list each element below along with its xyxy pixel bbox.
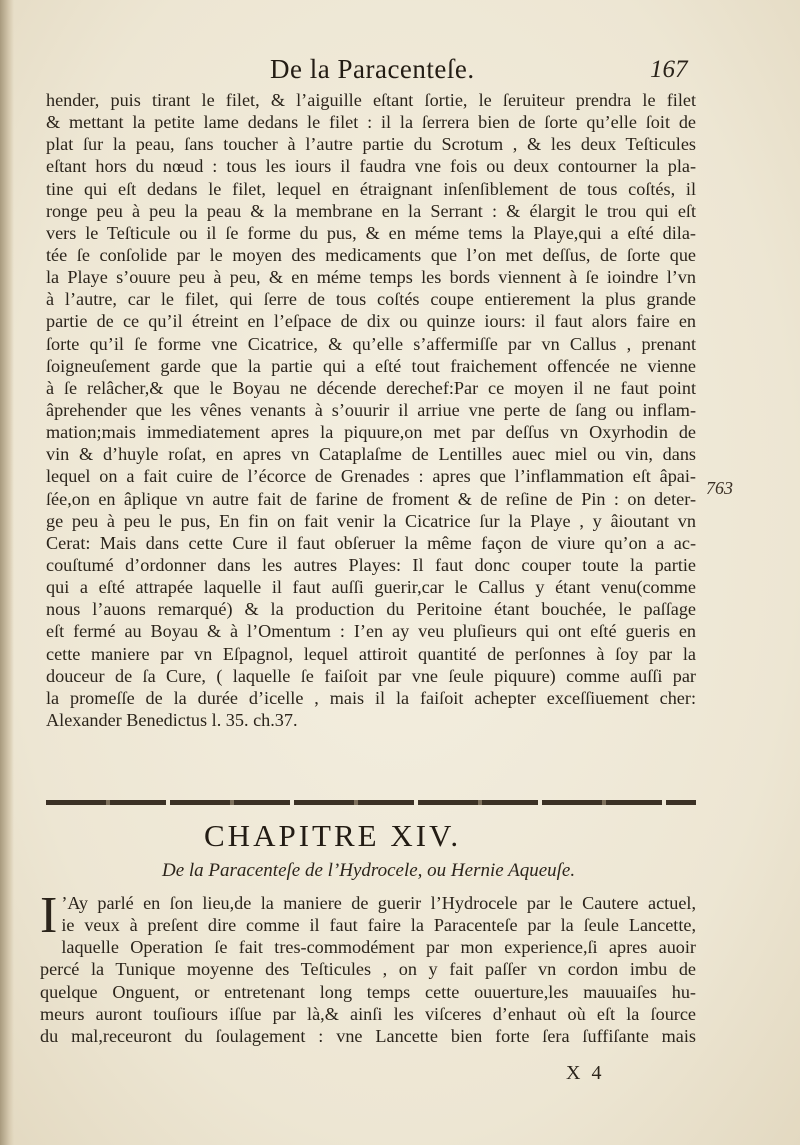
text-line: vers le Teſticule ou il ſe forme du pus, & en méme tems la Playe,qui a eſté dila- (46, 222, 696, 243)
text-line: hender, puis tirant le filet, & l’aiguille eſtant ſortie, le ſeruiteur prendra le filet (46, 90, 696, 110)
chapter-heading: CHAPITRE XIV. (204, 818, 462, 853)
main-text-block (46, 89, 696, 731)
text-line: quelque Onguent, or entretenant long temps cette ouuerture,les mauuaiſes hu- (40, 981, 696, 1002)
text-line: ie veux à preſent dire comme il faut faire la Paracenteſe par la ſeule Lancette, (61, 915, 696, 936)
text-line: & mettant la petite lame dedans le filet : il la ſerrera bien de ſorte qu’elle ſoit de (46, 112, 696, 133)
text-line: à ſe relâcher,& que le Boyau ne décende derechef:Par ce moyen il ne faut point (46, 377, 696, 398)
text-line: la promeſſe de la durée d’icelle , mais il la faiſoit achepter exceſſiuement cher: (46, 687, 696, 708)
text-line: ge peu à peu le pus, En fin on fait venir la Cicatrice ſur la Playe , y âioutant vn (46, 510, 696, 531)
text-line: ſorte qu’il ſe forme vne Cicatrice, & qu’elle s’affermiſſe par vn Callus , prenant (46, 333, 696, 354)
text-line: tée ſe conſolide par le moyen des medicaments que l’on met deſſus, de ſorte que (46, 244, 696, 265)
margin-note: 763 (706, 478, 733, 498)
text-line: eſtant hors du nœud : tous les iours il faudra vne fois ou deux contourner la pla- (46, 156, 696, 177)
text-line: vin & d’huyle roſat, en apres vn Cataplaſme de Lentilles auec miel ou vin, dans (46, 444, 696, 465)
text-line: couſtumé d’ordonner dans les autres Playes: Il faut donc couper toute la partie (46, 554, 696, 575)
text-line: nous l’auons remarqué) & la production du Peritoine étant bouchée, le paſſage (46, 599, 696, 620)
text-line: eſt fermé au Boyau & à l’Omentum : I’en ay veu pluſieurs qui ont eſté gueris en (46, 621, 696, 642)
running-title: De la Paracenteſe. (270, 54, 475, 84)
ornamental-rule (46, 800, 696, 805)
text-line: percé la Tunique moyenne des Teſticules , on y fait paſſer vn cordon imbu de (40, 959, 696, 980)
drop-cap: I (40, 887, 58, 944)
text-line: douceur de ſa Cure, ( laquelle ſe faiſoit par vne ſeule piquure) comme auſſi par (46, 665, 696, 686)
text-line: ’Ay parlé en ſon lieu,de la maniere de guerir l’Hydrocele par le Cautere actuel, (61, 893, 696, 913)
paragraph-lines (40, 887, 696, 1047)
chapter-opening-paragraph (40, 887, 696, 1047)
text-line: Cerat: Mais dans cette Cure il faut obſeruer la même façon de viure qu’on a ac- (46, 532, 696, 553)
page-spine-shadow (0, 0, 14, 1145)
text-line: lequel on a fait cuire de l’écorce de Grenades : apres que l’inflammation eſt âpai- (46, 466, 696, 487)
signature-mark: X 4 (566, 1062, 605, 1084)
text-line: ſoigneuſement garde que la partie qui a eſté tout fraichement offencée ne vienne (46, 355, 696, 376)
text-line: la Playe s’ouure peu à peu, & en méme temps les bords viennent à ſe ioindre l’vn (46, 267, 696, 288)
chapter-subtitle: De la Paracenteſe de l’Hydrocele, ou Hernie Aqueuſe. (162, 860, 576, 881)
text-line: plat ſur la peau, ſans toucher à l’autre partie du Scrotum , & les deux Teſticules (46, 134, 696, 155)
text-line: Alexander Benedictus l. 35. ch.37. (46, 709, 298, 730)
page-number: 167 (650, 56, 688, 83)
text-line: partie de ce qu’il étreint en l’eſpace de dix ou quinze iours: il faut alors faire en (46, 311, 696, 332)
text-line: mation;mais immediatement apres la piquure,on met par deſſus vn Oxyrhodin de (46, 422, 696, 443)
text-line: à l’autre, car le filet, qui ſerre de tous coſtés coupe entierement la plus grande (46, 289, 696, 310)
text-line: cette maniere par vn Eſpagnol, lequel attiroit quantité de perſonnes à ſoy par la (46, 643, 696, 664)
text-line: ronge peu à peu la peau & la membrane en la Serrant : & élargit le trou qui eſt (46, 200, 696, 221)
text-line: tine qui eſt dedans le filet, lequel en étraignant inſenſiblement de tous coſtés, il (46, 178, 696, 199)
running-head (0, 54, 800, 88)
text-line: qui a eſté attrapée laquelle il faut auſſi guerir,car le Callus y étant venu(comme (46, 577, 696, 598)
text-line: âprehender que les vênes venants à s’ouurir il arriue vne perte de ſang ou inflam- (46, 399, 696, 420)
text-line: ſée,on en âplique vn autre fait de farine de froment & de reſine de Pin : on deter- (46, 488, 696, 509)
text-line: meurs auront touſiours iſſue par là,& ainſi les viſceres d’enhaut où eſt la ſource (40, 1003, 696, 1024)
text-line: laquelle Operation ſe fait tres-commodément par mon experience,ſi apres auoir (61, 937, 696, 958)
text-line: du mal,receuront du ſoulagement : vne Lancette bien forte ſera ſuffiſante mais (40, 1025, 696, 1046)
